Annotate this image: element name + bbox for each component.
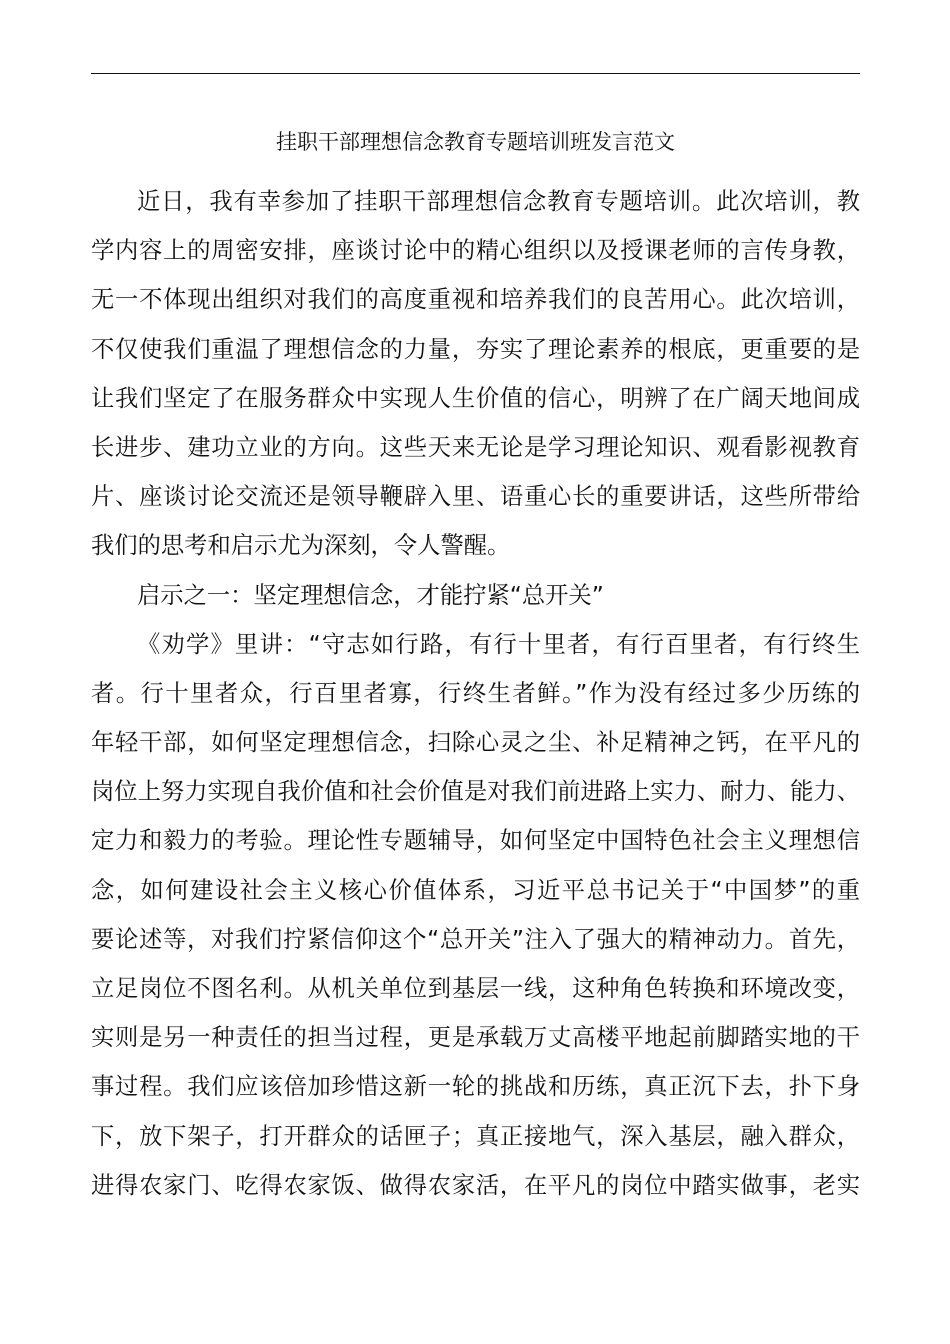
- document-body: [91, 182, 860, 1215]
- document-title: 挂职干部理想信念教育专题培训班发言范文: [276, 130, 675, 154]
- text-line: 下，放下架子，打开群众的话匣子；真正接地气，深入基层，融入群众，: [91, 1122, 860, 1150]
- text-line: 岗位上努力实现自我价值和社会价值是对我们前进路上实力、耐力、能力、: [91, 778, 860, 806]
- text-line: 者。行十里者众，行百里者寡，行终生者鲜。”作为没有经过多少历练的: [91, 679, 860, 707]
- header-rule: [91, 73, 860, 74]
- text-line: 启示之一：坚定理想信念，才能拧紧“总开关”: [137, 581, 604, 609]
- text-line: 立足岗位不图名利。从机关单位到基层一线，这种角色转换和环境改变，: [91, 975, 860, 1002]
- text-line: 实则是另一种责任的担当过程，更是承载万丈高楼平地起前脚踏实地的干: [91, 1024, 860, 1052]
- text-line: 《劝学》里讲：“守志如行路，有行十里者，有行百里者，有行终生: [137, 630, 860, 658]
- text-line: 近日，我有幸参加了挂职干部理想信念教育专题培训。此次培训，教: [137, 188, 860, 215]
- text-line: 长进步、建功立业的方向。这些天来无论是学习理论知识、观看影视教育: [91, 433, 860, 461]
- text-line: 进得农家门、吃得农家饭、做得农家活，在平凡的岗位中踏实做事，老实: [91, 1171, 860, 1199]
- text-line: 念，如何建设社会主义核心价值体系，习近平总书记关于“中国梦”的重: [91, 876, 860, 904]
- text-line: 片、座谈讨论交流还是领导鞭辟入里、语重心长的重要讲话，这些所带给: [91, 483, 860, 511]
- text-line: 要论述等，对我们拧紧信仰这个“总开关”注入了强大的精神动力。首先，: [91, 925, 860, 953]
- text-line: 学内容上的周密安排，座谈讨论中的精心组织以及授课老师的言传身教，: [91, 237, 860, 265]
- text-line: 无一不体现出组织对我们的高度重视和培养我们的良苦用心。此次培训，: [91, 286, 860, 314]
- text-line: 定力和毅力的考验。理论性专题辅导，如何坚定中国特色社会主义理想信: [91, 827, 860, 855]
- text-line: 年轻干部，如何坚定理想信念，扫除心灵之尘、补足精神之钙，在平凡的: [91, 729, 860, 757]
- text-line: 让我们坚定了在服务群众中实现人生价值的信心，明辨了在广阔天地间成: [91, 384, 860, 412]
- text-line: 事过程。我们应该倍加珍惜这新一轮的挑战和历练，真正沉下去，扑下身: [91, 1073, 860, 1101]
- text-line: 我们的思考和启示尤为深刻，令人警醒。: [91, 532, 511, 560]
- text-line: 不仅使我们重温了理想信念的力量，夯实了理论素养的根底，更重要的是: [91, 335, 860, 363]
